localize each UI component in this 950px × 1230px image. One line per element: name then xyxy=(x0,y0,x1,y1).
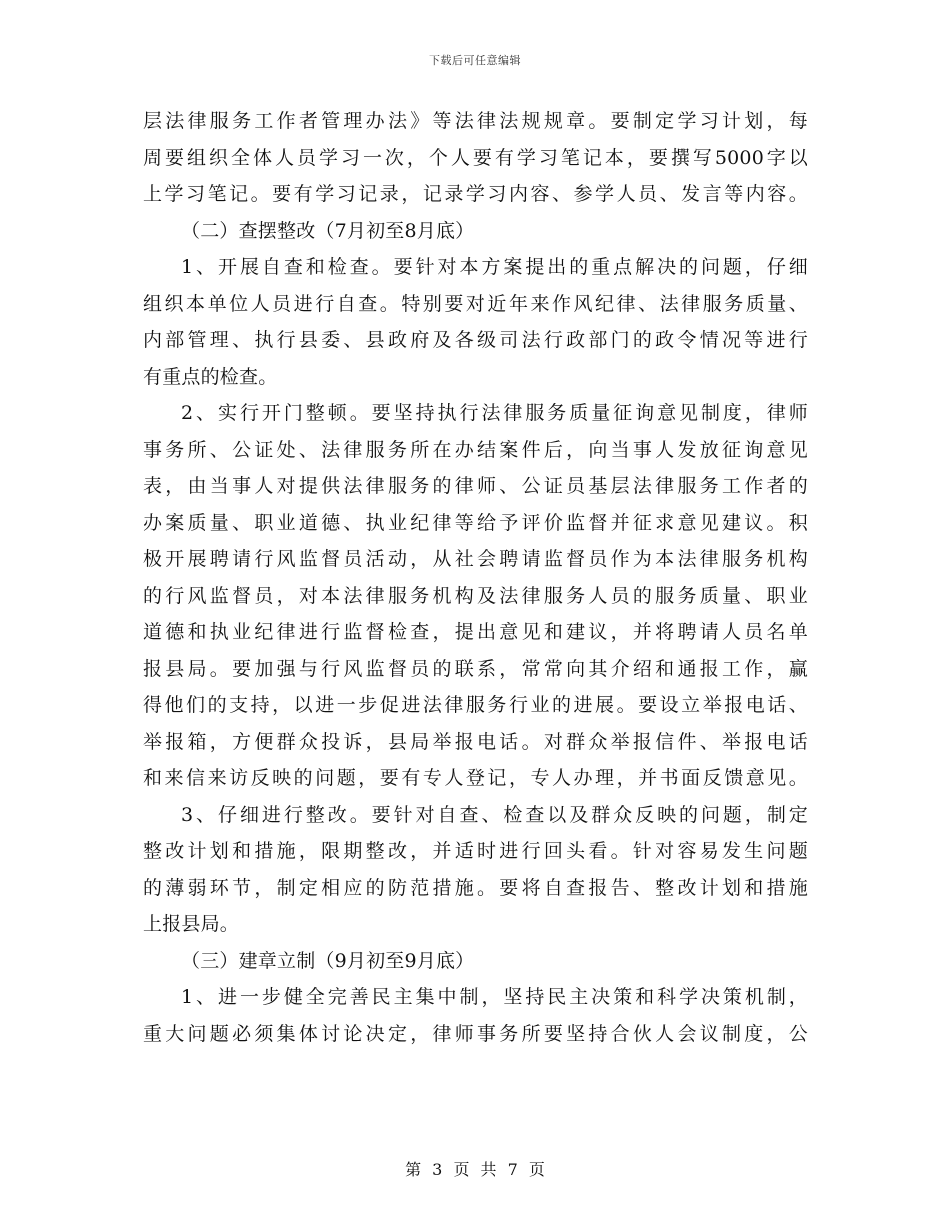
text-line: 和来信来访反映的问题，要有专人登记，专人办理，并书面反馈意见。 xyxy=(143,767,808,789)
text-line: 上报县局。 xyxy=(143,913,240,935)
text-line: 内部管理、执行县委、县政府及各级司法行政部门的政令情况等进行 xyxy=(143,329,808,351)
text-line: 道德和执业纪律进行监督检查，提出意见和建议，并将聘请人员名单 xyxy=(143,621,808,643)
text-line: 2、实行开门整顿。要坚持执行法律服务质量征询意见制度，律师 xyxy=(181,402,808,424)
text-line: （二）查摆整改（7月初至8月底） xyxy=(181,219,475,242)
text-line: 3、仔细进行整改。要针对自查、检查以及群众反映的问题，制定 xyxy=(181,803,808,826)
text-line: 层法律服务工作者管理办法》等法律法规规章。要制定学习计划，每 xyxy=(143,110,808,132)
text-line: 周要组织全体人员学习一次，个人要有学习笔记本，要撰写5000字以 xyxy=(143,146,808,169)
text-line: 的薄弱环节，制定相应的防范措施。要将自查报告、整改计划和措施 xyxy=(143,876,808,899)
text-line: 有重点的检查。 xyxy=(143,365,278,388)
page-header: 下载后可任意编辑 xyxy=(429,54,521,67)
text-line: 上学习笔记。要有学习记录，记录学习内容、参学人员、发言等内容。 xyxy=(143,183,808,205)
text-line: 整改计划和措施，限期整改，并适时进行回头看。针对容易发生问题 xyxy=(143,840,808,862)
text-line: 组织本单位人员进行自查。特别要对近年来作风纪律、法律服务质量、 xyxy=(143,292,808,315)
text-line: 表，由当事人对提供法律服务的律师、公证员基层法律服务工作者的 xyxy=(143,475,808,497)
page-number-footer: 第 3 页 共 7 页 xyxy=(405,1160,545,1179)
text-line: 得他们的支持，以进一步促进法律服务行业的进展。要设立举报电话、 xyxy=(143,694,808,716)
text-line: 1、进一步健全完善民主集中制，坚持民主决策和科学决策机制， xyxy=(181,986,808,1008)
text-line: 1、开展自查和检查。要针对本方案提出的重点解决的问题，仔细 xyxy=(181,256,808,278)
document-body xyxy=(143,103,808,1052)
text-line: （三）建章立制（9月初至9月底） xyxy=(181,949,475,972)
text-line: 的行风监督员，对本法律服务机构及法律服务人员的服务质量、职业 xyxy=(143,584,808,607)
text-line: 重大问题必须集体讨论决定，律师事务所要坚持合伙人会议制度，公 xyxy=(143,1022,808,1045)
text-line: 办案质量、职业道德、执业纪律等给予评价监督并征求意见建议。积 xyxy=(143,511,808,534)
text-line: 报县局。要加强与行风监督员的联系，常常向其介绍和通报工作，赢 xyxy=(143,657,808,680)
text-line: 事务所、公证处、法律服务所在办结案件后，向当事人发放征询意见 xyxy=(143,438,808,461)
text-line: 极开展聘请行风监督员活动，从社会聘请监督员作为本法律服务机构 xyxy=(143,548,808,570)
text-line: 举报箱，方便群众投诉，县局举报电话。对群众举报信件、举报电话 xyxy=(143,730,808,753)
